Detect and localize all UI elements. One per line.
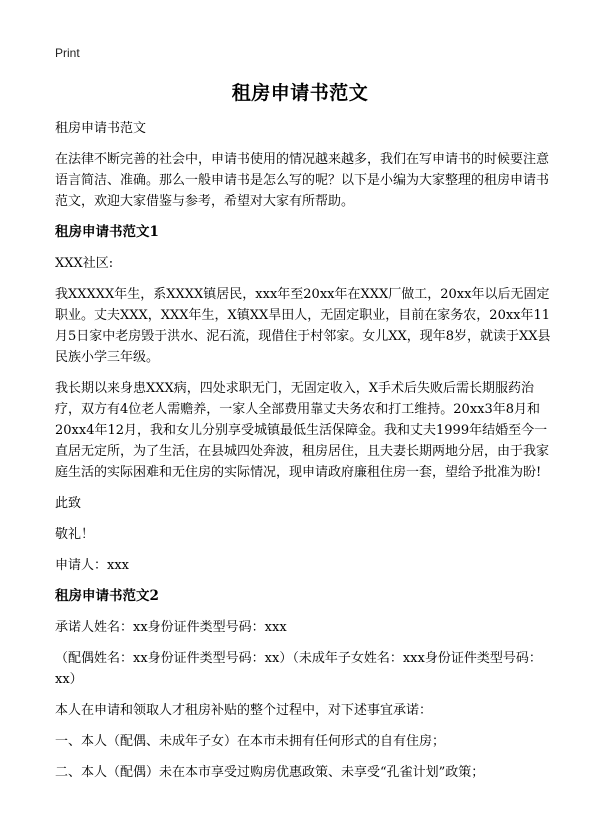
section2-item-1: 一、本人（配偶、未成年子女）在本市未拥有任何形式的自有住房； [55, 734, 446, 749]
section1-applicant: 申请人：xxx [55, 558, 129, 573]
print-link[interactable]: Print [55, 46, 80, 60]
section1-paragraph-2: 我长期以来身患XXX病，四处求职无门，无固定收入，X手术后失败后需长期服药治疗，双方有4位老人需赡养，一家人全部费用靠丈夫务农和打工维持。20xx3年8月和20xx4年12月，我和女儿分别享受城镇最低生活保障金。我和丈夫1999年结婚至今一直居无定所，为了生活，在县城四处奔波，租房居住，且夫妻长期两地分居，由于我家庭生活的实际困难和无住房的实际情况，现申请政府廉租住房一套，望给予批准为盼! [55, 381, 550, 480]
article-body [55, 118, 555, 793]
section2-line-1: 承诺人姓名：xx身份证件类型号码：xxx [55, 620, 287, 635]
section1-paragraph-1: 我XXXXX年生，系XXXX镇居民，xxx年至20xx年在XXX厂做工，20xx年以后无固定职业。丈夫XXX，XXX年生，X镇XX旱田人，无固定职业，目前在家务农，20xx年11月5日家中老房毁于洪水、泥石流，现借住于村邻家。女儿XX，现年8岁，就读于XX县民族小学三年级。 [55, 287, 551, 365]
page-title: 租房申请书范文 [231, 82, 369, 104]
section2-line-3: 本人在申请和领取人才租房补贴的整个过程中，对下述事宜承诺： [55, 703, 433, 718]
subtitle: 租房申请书范文 [55, 121, 147, 136]
section1-closing-1: 此致 [55, 496, 82, 511]
section2-heading: 租房申请书范文2 [55, 588, 159, 604]
section2-item-2: 二、本人（配偶）未在本市享受过购房优惠政策、未享受“孔雀计划”政策； [55, 765, 485, 780]
section1-closing-2: 敬礼！ [55, 527, 95, 542]
section1-heading: 租房申请书范文1 [55, 224, 159, 240]
section2-line-2: （配偶姓名：xx身份证件类型号码：xx）（未成年子女姓名：xxx身份证件类型号码：xx） [55, 651, 542, 687]
section1-salutation: XXX社区: [55, 256, 114, 271]
intro-paragraph: 在法律不断完善的社会中，申请书使用的情况越来越多，我们在写申请书的时候要注意语言简洁、准确。那么一般申请书是怎么写的呢？以下是小编为大家整理的租房申请书范文，欢迎大家借鉴与参考，希望对大家有所帮助。 [55, 152, 550, 209]
